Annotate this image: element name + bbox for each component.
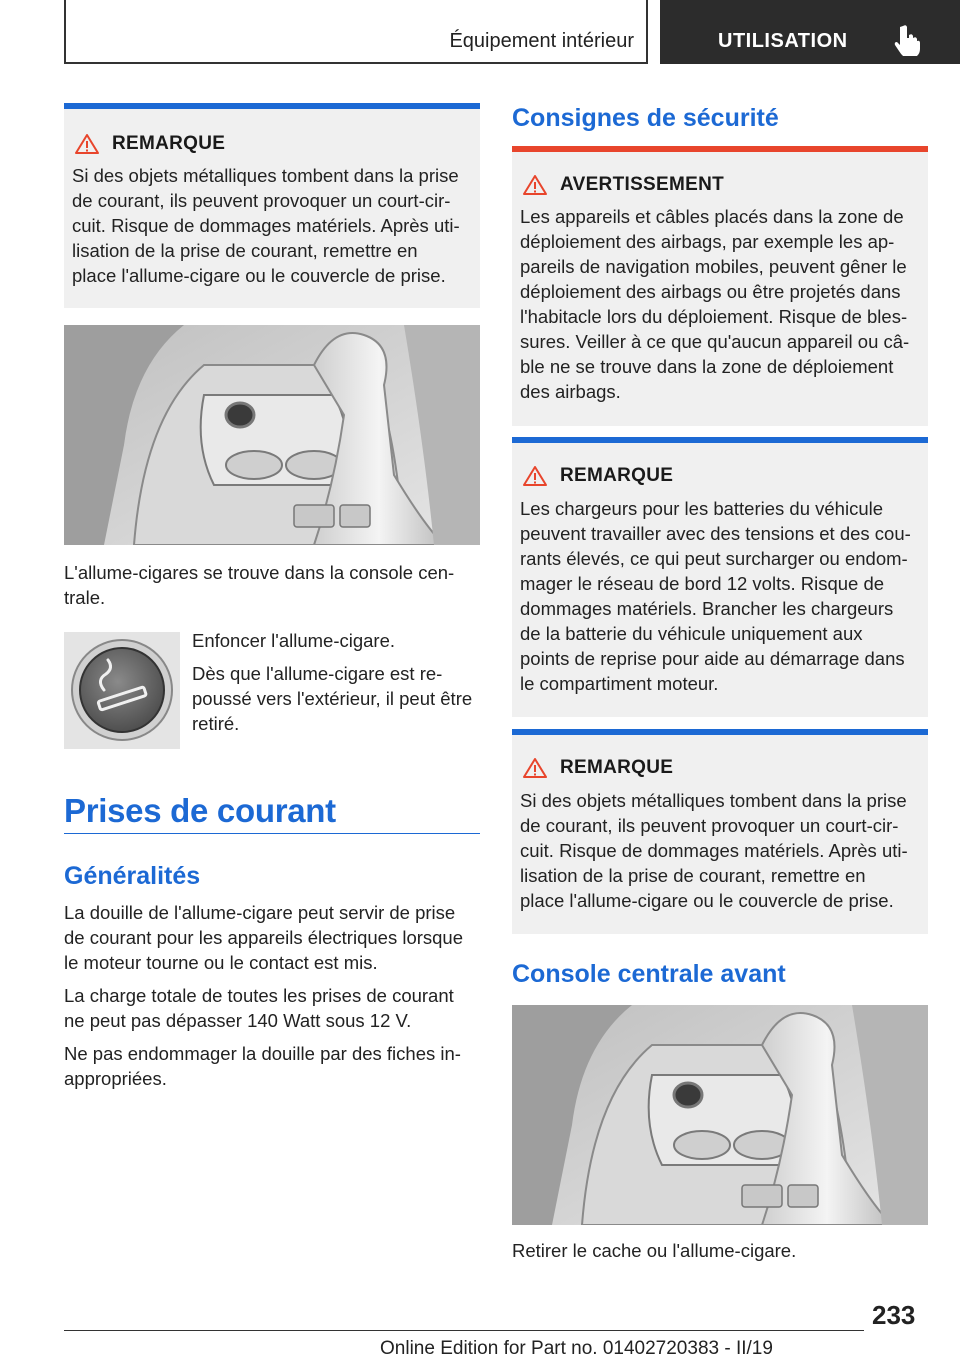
notice-line: le compartiment moteur.	[520, 673, 719, 694]
notice-title: REMARQUE	[112, 133, 226, 154]
notice-line: lisation de la prise de courant, remettre en	[520, 865, 866, 886]
photo-caption	[64, 560, 480, 610]
notice-bar	[512, 146, 928, 152]
notice-line: rants élevés, ce qui peut surcharger ou endom‐	[520, 548, 908, 569]
body-line: La douille de l'allume-cigare peut servir de prise	[64, 902, 456, 923]
notice-line: de courant, ils peuvent provoquer un court-cir‐	[520, 815, 899, 836]
body-line: le moteur tourne ou le contact est mis.	[64, 952, 378, 973]
body-line: La charge totale de toutes les prises de courant	[64, 985, 454, 1006]
notice-line: pareils de navigation mobiles, peuvent gêner le	[520, 256, 907, 277]
notice-line: points de reprise pour aide au démarrage dans	[520, 648, 905, 669]
section-heading-consignes: Consignes de sécurité	[512, 104, 779, 132]
notice-line: peuvent travailler avec des tensions et des cou‐	[520, 523, 911, 544]
caption-line: trale.	[64, 587, 106, 608]
notice-line: ble ne se trouve dans la zone de déploiement	[520, 356, 894, 377]
notice-box-remarque-1	[64, 103, 480, 308]
notice-line: place l'allume-cigare ou le couvercle de prise.	[72, 265, 446, 286]
notice-body	[72, 163, 474, 288]
notice-line: lisation de la prise de courant, remettre en	[72, 240, 418, 261]
notice-line: l'habitacle lors du déploiement. Risque de bles‐	[520, 306, 908, 327]
body-line: appropriées.	[64, 1068, 167, 1089]
notice-line: cuit. Risque de dommages matériels. Après uti‐	[520, 840, 908, 861]
notice-line: de courant, ils peuvent provoquer un court-cir‐	[72, 190, 451, 211]
instruction-line: poussé vers l'extérieur, il peut être	[192, 688, 473, 709]
notice-line: place l'allume-cigare ou le couvercle de prise.	[520, 890, 894, 911]
instruction-line: retiré.	[192, 713, 240, 734]
subsection-heading-generalites: Généralités	[64, 862, 201, 890]
warning-triangle-icon	[522, 174, 548, 196]
header-chapter-tab	[660, 0, 960, 64]
notice-line: des airbags.	[520, 381, 621, 402]
notice-line: dommages matériels. Brancher les chargeurs	[520, 598, 894, 619]
body-line: ne peut pas dépasser 140 Watt sous 12 V.	[64, 1010, 412, 1031]
notice-body	[520, 204, 922, 404]
cigarette-lighter-button-image	[64, 632, 180, 749]
heading-rule	[64, 833, 480, 834]
notice-line: Si des objets métalliques tombent dans la prise	[520, 790, 907, 811]
header-section-tab	[64, 0, 648, 64]
notice-line: déploiement des airbags, par exemple les ap‐	[520, 231, 895, 252]
generalites-body	[64, 900, 484, 1091]
notice-line: Les chargeurs pour les batteries du véhicule	[520, 498, 884, 519]
notice-body	[520, 788, 922, 913]
notice-box-avertissement	[512, 146, 928, 426]
header-chapter-title: UTILISATION	[718, 30, 848, 52]
notice-line: sures. Veiller à ce que qu'aucun appareil ou câ‐	[520, 331, 910, 352]
footer-edition: Online Edition for Part no. 01402720383 - II/19	[380, 1338, 773, 1359]
warning-triangle-icon	[522, 465, 548, 487]
page-number: 233	[872, 1300, 916, 1330]
caption-line: L'allume-cigares se trouve dans la console cen‐	[64, 562, 455, 583]
notice-line: de la batterie du véhicule uniquement aux	[520, 623, 863, 644]
warning-triangle-icon	[74, 133, 100, 155]
notice-line: Les appareils et câbles placés dans la zone de	[520, 206, 904, 227]
notice-title: REMARQUE	[560, 757, 674, 778]
warning-triangle-icon	[522, 757, 548, 779]
notice-bar	[64, 103, 480, 109]
notice-line: déploiement des airbags ou être projetés dans	[520, 281, 901, 302]
notice-title: AVERTISSEMENT	[560, 174, 725, 195]
body-line: Ne pas endommager la douille par des fiches in‐	[64, 1043, 461, 1064]
notice-title: REMARQUE	[560, 465, 674, 486]
notice-box-remarque-2	[512, 437, 928, 717]
center-console-photo	[64, 325, 480, 545]
instruction-line: Dès que l'allume-cigare est re‐	[192, 663, 443, 684]
section-heading-prises: Prises de courant	[64, 792, 336, 829]
instruction-step: Enfoncer l'allume-cigare.	[192, 630, 396, 651]
lighter-instructions	[192, 628, 482, 736]
notice-line: cuit. Risque de dommages matériels. Après uti‐	[72, 215, 460, 236]
body-line: de courant pour les appareils électriques lorsque	[64, 927, 464, 948]
notice-box-remarque-3	[512, 729, 928, 934]
header-section-title: Équipement intérieur	[449, 30, 634, 52]
notice-bar	[512, 729, 928, 735]
footer-rule	[64, 1330, 864, 1331]
notice-body	[520, 496, 922, 696]
photo-caption: Retirer le cache ou l'allume-cigare.	[512, 1240, 797, 1261]
notice-line: mager le réseau de bord 12 volts. Risque de	[520, 573, 885, 594]
hand-pointer-icon	[894, 24, 922, 56]
front-center-console-photo	[512, 1005, 928, 1225]
notice-bar	[512, 437, 928, 443]
notice-line: Si des objets métalliques tombent dans la prise	[72, 165, 459, 186]
section-heading-console: Console centrale avant	[512, 960, 786, 988]
